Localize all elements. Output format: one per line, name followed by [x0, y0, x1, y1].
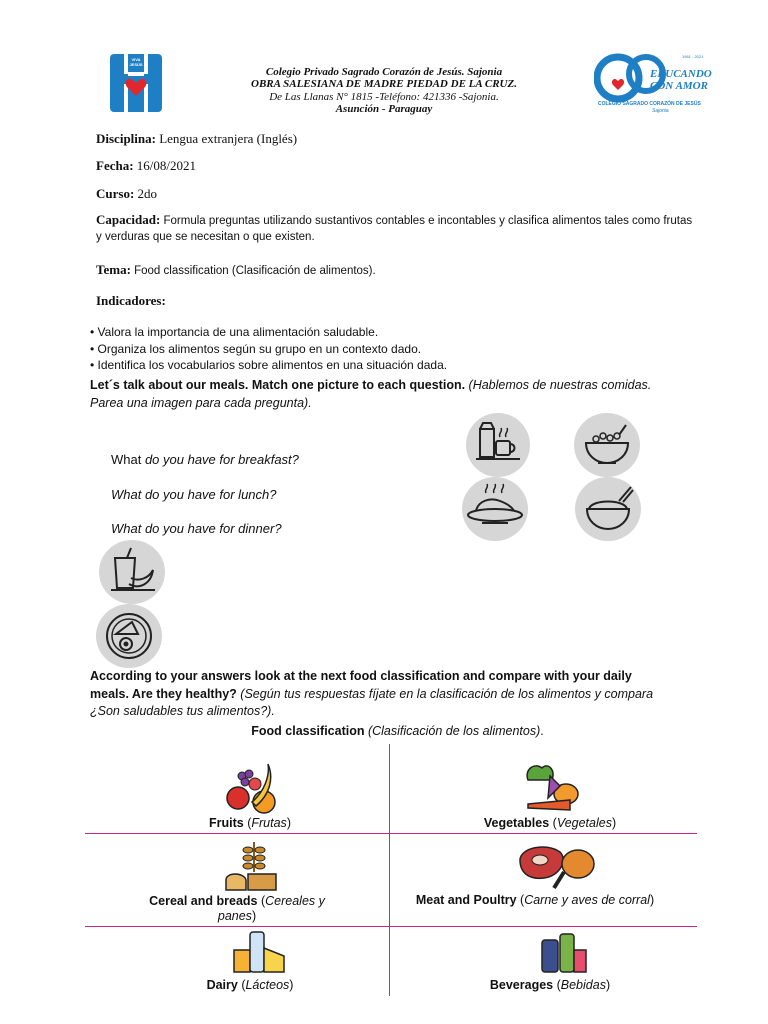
tema-label: Tema: — [96, 262, 131, 277]
curso-label: Curso: — [96, 186, 135, 201]
food-group-open: ( — [516, 893, 525, 907]
school-work: OBRA SALESIANA DE MADRE PIEDAD DE LA CRUZ. — [251, 78, 517, 90]
food-group-close: ) — [289, 978, 294, 992]
capacidad-label: Capacidad: — [96, 212, 161, 227]
food-group-es: Bebidas — [560, 978, 606, 992]
activity1-instruction-text: Let´s talk about our meals. Match one picture to each question. — [90, 378, 466, 392]
logo-caption: COLEGIO SAGRADO CORAZÓN DE JESÚS — [598, 101, 701, 107]
tema-field — [96, 262, 376, 278]
food-classification-title-italic: (Clasificación de los alimentos) — [364, 724, 541, 738]
logo-slogan-2: CON AMOR — [650, 80, 708, 92]
food-group-fruits — [160, 816, 340, 830]
school-address: De Las Llanas N° 1815 -Teléfono: 421336 -Sajonia. — [269, 91, 499, 103]
tema-value: Food classification (Clasificación de alimentos). — [130, 265, 376, 277]
disciplina-value: Lengua extranjera (Inglés) — [155, 131, 298, 146]
food-group-close: ) — [605, 978, 611, 992]
fecha-label: Fecha: — [96, 158, 134, 173]
food-group-meat — [395, 893, 675, 907]
food-group-es: Cereales y — [265, 894, 325, 908]
curso-field — [96, 186, 157, 202]
activity2-translation-2: ¿Son saludables tus alimentos?). — [90, 704, 275, 718]
curso-value: 2do — [134, 186, 158, 201]
activity1-translation-1: (Hablemos de nuestras comidas. — [465, 378, 652, 392]
indicator-item: • Organiza los alimentos según su grupo en un contexto dado. — [90, 342, 422, 356]
food-group-cereal — [132, 894, 342, 924]
fruits-icon — [222, 762, 280, 821]
juice-banana-icon — [99, 540, 165, 604]
indicator-item: • Identifica los vocabularios sobre alimentos en una situación dada. — [90, 358, 448, 372]
food-group-open: ( — [257, 894, 266, 908]
food-group-close: ) — [251, 909, 257, 923]
question-breakfast-rest: do you have for breakfast? — [141, 452, 299, 467]
food-classification-title-end: . — [540, 724, 544, 738]
grid-divider-horizontal — [85, 926, 697, 927]
fecha-value: 16/08/2021 — [133, 158, 197, 173]
milk-coffee-icon — [466, 413, 530, 477]
activity1-instruction — [90, 378, 651, 392]
beverages-icon — [540, 928, 590, 981]
grid-divider-vertical — [389, 744, 390, 996]
indicadores-label: Indicadores: — [96, 293, 166, 308]
meal-picture-juice-banana[interactable] — [99, 540, 165, 604]
disciplina-label: Disciplina: — [96, 131, 156, 146]
food-group-name: Fruits — [209, 816, 244, 830]
question-lunch: What do you have for lunch? — [111, 487, 277, 502]
food-group-name: Vegetables — [483, 816, 550, 830]
food-group-close: ) — [286, 816, 291, 830]
question-breakfast — [111, 452, 299, 467]
activity2-instruction-2 — [90, 687, 653, 701]
meal-picture-breakfast-drinks[interactable] — [466, 413, 530, 477]
logo-sub: Sajonia — [652, 108, 669, 114]
capacidad-field — [96, 212, 768, 228]
school-logo-right — [594, 50, 718, 118]
food-group-name: Cereal and breads — [149, 894, 258, 908]
question-dinner: What do you have for dinner? — [111, 521, 282, 536]
food-group-open: ( — [243, 816, 252, 830]
logo-slogan-1: EDUCANDO — [650, 68, 712, 80]
food-classification-title-bold: Food classification — [251, 724, 365, 738]
activity2-instruction-1: According to your answers look at the next food classification and compare with your daily — [90, 669, 632, 683]
food-group-es: Carne y aves de corral — [524, 893, 650, 907]
logo-left-text: VIVA JESÚS — [129, 57, 143, 67]
school-name: Colegio Privado Sagrado Corazón de Jesús. Sajonia — [265, 66, 503, 78]
activity2-translation-1: (Según tus respuestas fíjate en la clasificación de los alimentos y compara — [236, 687, 654, 701]
capacidad-value-2: y verduras que se necesitan o que existen. — [96, 231, 315, 243]
food-group-beverages — [450, 978, 650, 992]
food-group-open: ( — [553, 978, 561, 992]
fecha-field — [96, 158, 196, 174]
roast-dish-icon — [462, 477, 528, 541]
food-group-es: Frutas — [251, 816, 287, 830]
capacidad-value-1: Formula preguntas utilizando sustantivos contables e incontables y clasifica alimentos tales como frutas — [160, 215, 693, 227]
rice-bowl-icon — [575, 477, 641, 541]
dairy-icon — [232, 928, 288, 981]
indicator-item: • Valora la importancia de una alimentación saludable. — [90, 325, 379, 339]
food-group-open: ( — [237, 978, 246, 992]
food-classification-title — [0, 724, 768, 738]
grid-divider-horizontal — [85, 833, 697, 834]
food-group-close: ) — [611, 816, 617, 830]
food-group-name: Beverages — [489, 978, 554, 992]
activity2-instruction-2-text: meals. Are they healthy? — [90, 687, 237, 701]
food-group-es2: panes — [217, 909, 252, 923]
food-group-close: ) — [649, 893, 655, 907]
meal-picture-cereal-bowl[interactable] — [574, 413, 640, 477]
question-breakfast-prefix: What — [111, 452, 142, 467]
cereal-breads-icon — [224, 838, 282, 899]
vegetables-icon — [522, 760, 582, 821]
meal-picture-roast-dish[interactable] — [462, 477, 528, 541]
food-group-es: Lácteos — [245, 978, 290, 992]
logo-years: 1961 - 2021 — [682, 54, 704, 59]
meal-picture-rice-bowl[interactable] — [575, 477, 641, 541]
meal-picture-egg-plate[interactable] — [96, 604, 162, 668]
meat-poultry-icon — [516, 842, 602, 899]
egg-plate-icon — [96, 604, 162, 668]
activity1-translation-2: Parea una imagen para cada pregunta). — [90, 396, 312, 410]
disciplina-field — [96, 131, 297, 147]
food-group-open: ( — [549, 816, 557, 830]
food-group-vegetables — [450, 816, 650, 830]
food-group-name: Meat and Poultry — [415, 893, 517, 907]
cereal-bowl-icon — [574, 413, 640, 477]
food-group-name: Dairy — [206, 978, 238, 992]
school-city: Asunción - Paraguay — [335, 103, 433, 115]
food-group-dairy — [160, 978, 340, 992]
food-group-es: Vegetales — [556, 816, 612, 830]
